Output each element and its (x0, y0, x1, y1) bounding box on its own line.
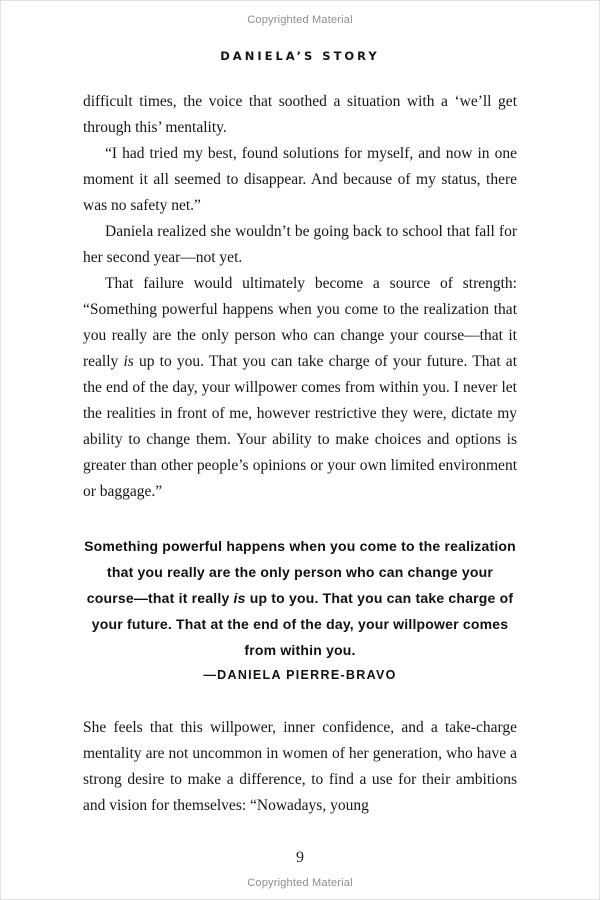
chapter-header: DANIELA’S STORY (220, 49, 380, 63)
pull-quote-attribution: —DANIELA PIERRE-BRAVO (203, 668, 397, 682)
body-paragraph: She feels that this willpower, inner confidence, and a take-charge mentality are not uncommon in women of her generation, who have a strong desire to make a difference, to find a use for their ambitions and vision for themselves: “Nowadays, young (83, 719, 517, 814)
body-paragraph: difficult times, the voice that soothed a situation with a ‘we’ll get through this’ mentality. (83, 93, 517, 136)
body-text (83, 89, 517, 819)
body-paragraph: That failure would ultimately become a source of strength: “Something powerful happens when you come to the realization that you really are the only person who can change your course—that it really is up to you. That you can take charge of your future. That at the end of the day, your willpower comes from within you. I never let the realities in front of me, however restrictive they were, dictate my ability to change them. Your ability to make choices and options is greater than other people’s opinions or your own limited environment or baggage.” (83, 275, 517, 500)
pull-quote-text: Something powerful happens when you come to the realization that you really are the only person who can change your course—that it really is up to you. That you can take charge of your future. That at the end of the day, your willpower comes from within you. (84, 538, 516, 658)
page-number: 9 (296, 849, 304, 866)
body-paragraph: Daniela realized she wouldn’t be going back to school that fall for her second year—not yet. (83, 223, 517, 266)
copyright-notice-top: Copyrighted Material (247, 14, 353, 26)
body-paragraph: “I had tried my best, found solutions for myself, and now in one moment it all seemed to disappear. And because of my status, there was no safety net.” (83, 145, 517, 214)
copyright-notice-bottom: Copyrighted Material (247, 877, 353, 889)
pull-quote (83, 533, 517, 687)
